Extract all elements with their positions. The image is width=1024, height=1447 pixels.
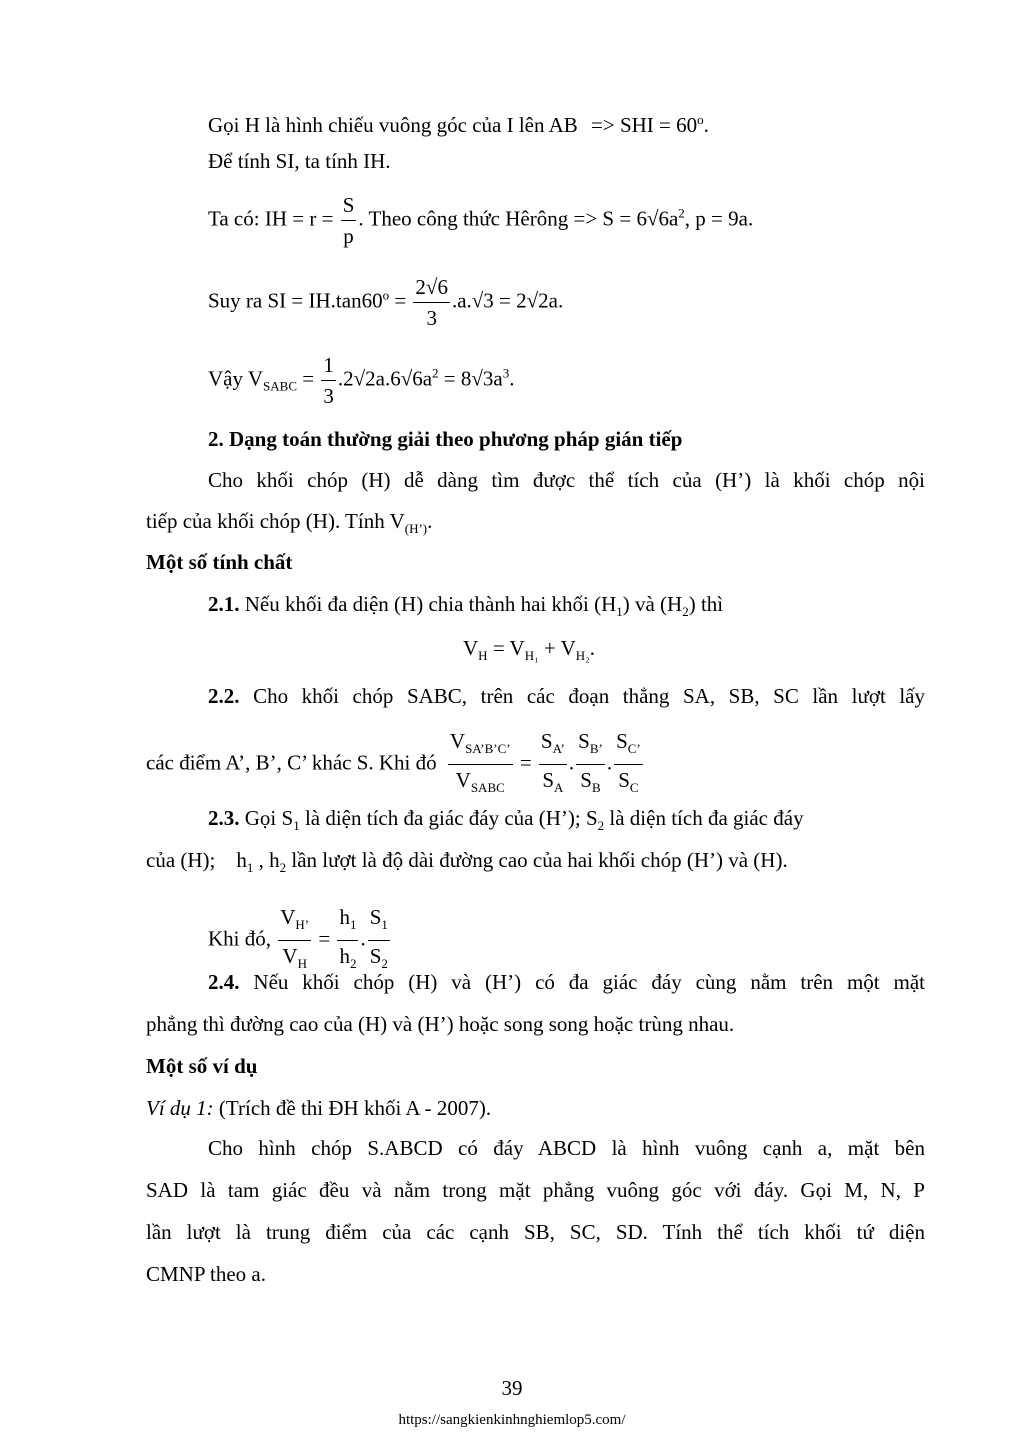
- math: = V: [492, 636, 525, 660]
- page-number: 39: [501, 1376, 523, 1400]
- item-number: 2.1.: [208, 592, 240, 616]
- denominator: 3: [426, 306, 437, 330]
- formula-line: [208, 190, 753, 251]
- subscript: 2: [349, 956, 357, 972]
- denominator: V: [282, 944, 298, 969]
- numerator: S: [369, 905, 382, 929]
- superscript: 2: [678, 205, 685, 221]
- denominator: V: [455, 768, 471, 793]
- text: Gọi S: [244, 806, 294, 830]
- text-line: Để tính SI, ta tính IH.: [208, 149, 391, 173]
- text: tiếp của khối chóp (H). Tính V: [146, 509, 405, 533]
- property-2-3: [208, 804, 804, 840]
- numerator: 2√6: [413, 272, 450, 303]
- subscript: 2: [381, 956, 388, 972]
- text: các điểm A’, B’, C’ khác S. Khi đó: [146, 750, 437, 775]
- math: .2√2a.6√6a: [337, 366, 433, 391]
- text: là diện tích đa giác đáy của (H’); S: [304, 806, 598, 830]
- subscript: 2: [279, 860, 287, 876]
- numerator: 1: [321, 350, 336, 381]
- item-number: 2.3.: [208, 806, 240, 830]
- example-label: Ví dụ 1:: [146, 1096, 214, 1120]
- paragraph-line: [146, 507, 432, 543]
- paragraph-line: phẳng thì đường cao của (H) và (H’) hoặc song song hoặc trùng nhau.: [146, 1012, 735, 1036]
- text: .: [509, 366, 515, 391]
- superscript: o: [382, 287, 390, 303]
- text: .: [427, 509, 433, 533]
- paragraph-line: Cho khối chóp (H) dễ dàng tìm được thể tích của (H’) là khối chóp nội: [208, 468, 925, 492]
- text: là diện tích đa giác đáy: [609, 806, 804, 830]
- numerator: S: [540, 729, 553, 753]
- paragraph-line: lần lượt là trung điểm của các cạnh SB, SC, SD. Tính thể tích khối tứ diện: [146, 1220, 925, 1244]
- denominator: S: [618, 768, 630, 793]
- math: =: [394, 288, 407, 313]
- text: Suy ra SI = IH.tan60: [208, 288, 383, 313]
- text: , p = 9a.: [684, 206, 754, 231]
- text: (Trích đề thi ĐH khối A - 2007).: [218, 1096, 492, 1120]
- text: Vậy V: [208, 366, 264, 391]
- item-number: 2.2.: [208, 684, 240, 708]
- numerator: S: [578, 729, 590, 753]
- text: Gọi H là hình chiếu vuông góc của I lên AB: [208, 113, 578, 137]
- numerator: h: [339, 905, 350, 929]
- math: =: [302, 366, 315, 391]
- superscript: 3: [502, 365, 510, 381]
- subscript: 1: [246, 860, 254, 876]
- subscript: H: [478, 648, 488, 664]
- denominator: S: [580, 768, 592, 793]
- text: Nếu khối chóp (H) và (H’) có đa giác đáy cùng nằm trên một mặt: [253, 970, 926, 994]
- fraction: [539, 726, 567, 803]
- subscript: 2: [682, 604, 689, 620]
- subscript: A’: [552, 741, 565, 757]
- footer-url[interactable]: https://sangkienkinhnghiemlop5.com/: [398, 1412, 626, 1428]
- text: . Theo công thức Hêrông: [358, 206, 569, 231]
- subscript: H₁: [524, 648, 539, 664]
- denominator: 3: [323, 384, 334, 408]
- numerator: V: [449, 729, 466, 753]
- subscript: A: [554, 780, 564, 796]
- formula-line: Khi đó, $\frac{V_{H’}}{V_H}$ = $\frac{h_1}{h_2}$ . $\frac{S_1}{S_2}$: [208, 902, 392, 979]
- formula-line: các điểm A’, B’, C’ khác S. Khi đó $\frac{V_{SA’B’C’}}{V_{SABC}}$ = $\frac{S_{A’}}{S_A}$ . $\frac{S_{B’}}{S_B}$ . $\frac{S_{C’}}{S_C}$: [146, 726, 645, 803]
- numerator: V: [280, 905, 296, 929]
- equation: [463, 634, 595, 670]
- paragraph-line: SAD là tam giác đều và nằm trong mặt phẳng vuông góc với đáy. Gọi M, N, P: [146, 1178, 925, 1202]
- subscript: 1: [381, 917, 388, 933]
- fraction: [614, 726, 643, 803]
- numerator: S: [341, 190, 357, 221]
- subscript: SA’B’C’: [465, 741, 511, 757]
- fraction: [448, 726, 513, 803]
- subscript: 2: [597, 818, 605, 834]
- math: + V: [543, 636, 576, 660]
- denominator: S: [542, 768, 555, 793]
- numerator: S: [616, 729, 628, 753]
- math: .: [589, 636, 595, 660]
- formula-line: [208, 350, 515, 411]
- text: Nếu khối đa diện (H) chia thành hai khối (H: [244, 592, 617, 616]
- superscript: 2: [432, 365, 439, 381]
- property-2-1: [208, 590, 723, 626]
- math: =: [318, 926, 331, 951]
- subscript: (H’): [404, 521, 428, 537]
- text: Khi đó,: [208, 926, 271, 951]
- math: => SHI = 60: [591, 113, 698, 137]
- denominator: p: [343, 224, 354, 248]
- denominator: S: [369, 944, 382, 969]
- subscript: B’: [589, 741, 603, 757]
- math: IH = r =: [264, 206, 334, 231]
- fraction: [321, 350, 336, 411]
- property-2-3-cont: [146, 846, 788, 882]
- subscript: 1: [616, 604, 623, 620]
- subscript: 1: [293, 818, 300, 834]
- text: Ta có:: [208, 206, 260, 231]
- paragraph-line: CMNP theo a.: [146, 1262, 266, 1286]
- subscript: 1: [349, 917, 357, 933]
- text: lần lượt là độ dài đường cao của hai khối chóp (H’) và (H).: [291, 848, 788, 872]
- property-2-4: [208, 968, 925, 996]
- section-heading: Một số tính chất: [146, 550, 293, 574]
- subscript: C’: [627, 741, 641, 757]
- text: ) và (H: [622, 592, 683, 616]
- property-2-2: [208, 682, 925, 710]
- subscript: H₂: [575, 648, 590, 664]
- math: .a.√3 = 2√2a.: [451, 288, 564, 313]
- subscript: SABC: [470, 780, 505, 796]
- text: , h: [258, 848, 280, 872]
- paragraph-line: Cho hình chóp S.ABCD có đáy ABCD là hình vuông cạnh a, mặt bên: [208, 1136, 925, 1160]
- subscript: B: [591, 780, 601, 796]
- item-number: 2.4.: [208, 970, 240, 994]
- math: = 8√3a: [443, 366, 503, 391]
- text: ) thì: [688, 592, 724, 616]
- math: V: [463, 636, 479, 660]
- text: Cho khối chóp SABC, trên các đoạn thẳng SA, SB, SC lần lượt lấy: [253, 684, 926, 708]
- math: =: [519, 750, 532, 775]
- subscript: SABC: [263, 378, 297, 394]
- fraction: [576, 726, 605, 803]
- denominator: h: [339, 944, 350, 969]
- subscript: C: [629, 780, 639, 796]
- math: => S = 6√6a: [573, 206, 679, 231]
- text: của (H); h: [146, 848, 247, 872]
- section-heading: Một số ví dụ: [146, 1054, 258, 1078]
- subscript: H: [297, 956, 307, 972]
- text-line: Gọi H là hình chiếu vuông góc của I lên AB => SHI = $60^o$.: [208, 112, 709, 137]
- superscript: o: [697, 112, 704, 127]
- subscript: H’: [295, 917, 310, 933]
- fraction: [413, 272, 450, 333]
- formula-line: [208, 272, 563, 333]
- section-heading: 2. Dạng toán thường giải theo phương pháp gián tiếp: [208, 427, 683, 451]
- fraction: [341, 190, 357, 251]
- example-title: [146, 1094, 491, 1122]
